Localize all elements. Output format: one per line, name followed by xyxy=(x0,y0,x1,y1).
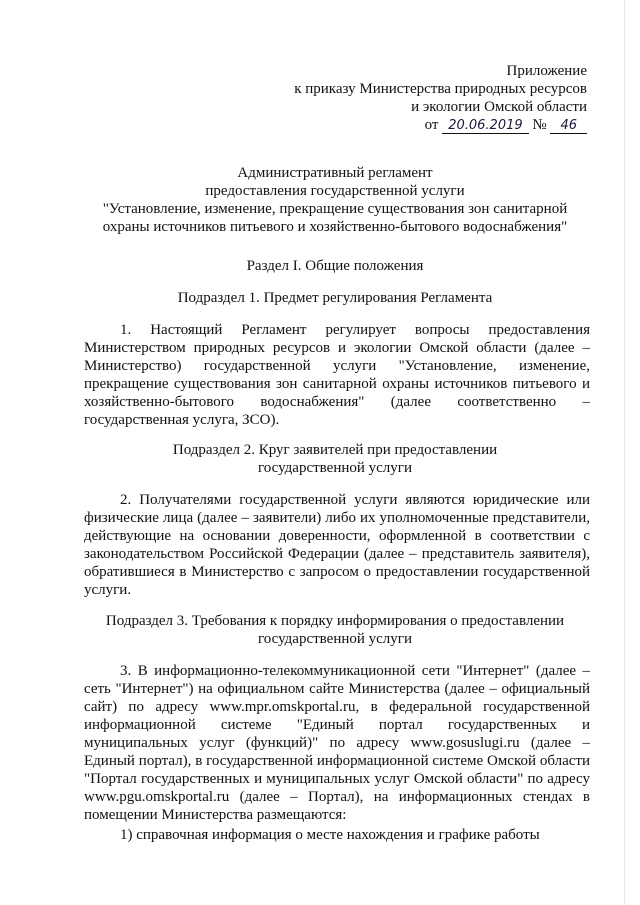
subsection-3-line-1: Подраздел 3. Требования к порядку информирования о предоставлении xyxy=(105,613,565,629)
number-sign: № xyxy=(532,117,547,133)
paragraph-1-text: 1. Настоящий Регламент регулирует вопросы предоставления Министерством природных ресурсов и экологии Омской области (далее – Министерство) государственной услуги "Установление, изменение, прекращение существования зон санитарной охраны источников питьевого и хозяйственно-бытового водоснабжения" (далее соответственно – государственная услуга, ЗСО). xyxy=(84,322,590,428)
subsection-2-heading xyxy=(80,441,590,477)
appendix-block xyxy=(294,62,587,134)
subsection-3-heading xyxy=(80,612,590,648)
paragraph-2 xyxy=(84,491,590,599)
handwritten-date: 20.06.2019 xyxy=(442,118,528,134)
subsection-2-line-1: Подраздел 2. Круг заявителей при предоставлении xyxy=(172,442,498,458)
section-1-heading: Раздел I. Общие положения xyxy=(246,258,424,274)
appendix-order-line: к приказу Министерства природных ресурсов xyxy=(294,81,587,97)
paragraph-1 xyxy=(84,321,590,429)
paragraph-3 xyxy=(84,662,590,824)
list-item-1-text: 1) справочная информация о месте нахождения и графике работы xyxy=(120,827,540,843)
paragraph-3-text: 3. В информационно-телекоммуникационной сети "Интернет" (далее – сеть "Интернет") на официальном сайте Министерства (далее – официальный сайт) по адресу www.mpr.omskportal.ru, в федеральной государственной информационной системе "Единый портал государственных и муниципальных услуг (функций)" по адресу www.gosuslugi.ru (далее – Единый портал), в государственной информационной системе Омской области "Портал государственных и муниципальных услуг Омской области" по адресу www.pgu.omskportal.ru (далее – Портал), на информационных стендах в помещении Министерства размещаются: xyxy=(84,663,590,823)
title-line-3: "Установление, изменение, прекращение существования зон санитарной xyxy=(102,201,568,217)
subsection-2-line-2: государственной услуги xyxy=(258,460,412,476)
scan-edge-line xyxy=(624,0,625,905)
title-line-1: Административный регламент xyxy=(237,165,433,181)
subsection-1-heading: Подраздел 1. Предмет регулирования Регламента xyxy=(177,290,493,306)
date-prefix: от xyxy=(424,117,439,133)
list-item-1 xyxy=(84,826,590,844)
document-title xyxy=(80,164,590,236)
paragraph-2-text: 2. Получателями государственной услуги являются юридические или физические лица (далее – заявители) либо их уполномоченные представители, действующие на основании доверенности, оформленной в соответствии с законодательством Российской Федерации (далее – представитель заявителя), обратившиеся в Министерство с запросом о предоставлении государственной услуги. xyxy=(84,492,590,598)
appendix-date-line xyxy=(294,116,587,134)
subsection-3-line-2: государственной услуги xyxy=(258,631,412,647)
appendix-title: Приложение xyxy=(506,63,587,79)
title-line-2: предоставления государственной услуги xyxy=(205,183,465,199)
handwritten-number: 46 xyxy=(550,118,587,134)
appendix-ministry-line: и экологии Омской области xyxy=(411,99,587,115)
title-line-4: охраны источников питьевого и хозяйственно-бытового водоснабжения" xyxy=(102,219,568,235)
